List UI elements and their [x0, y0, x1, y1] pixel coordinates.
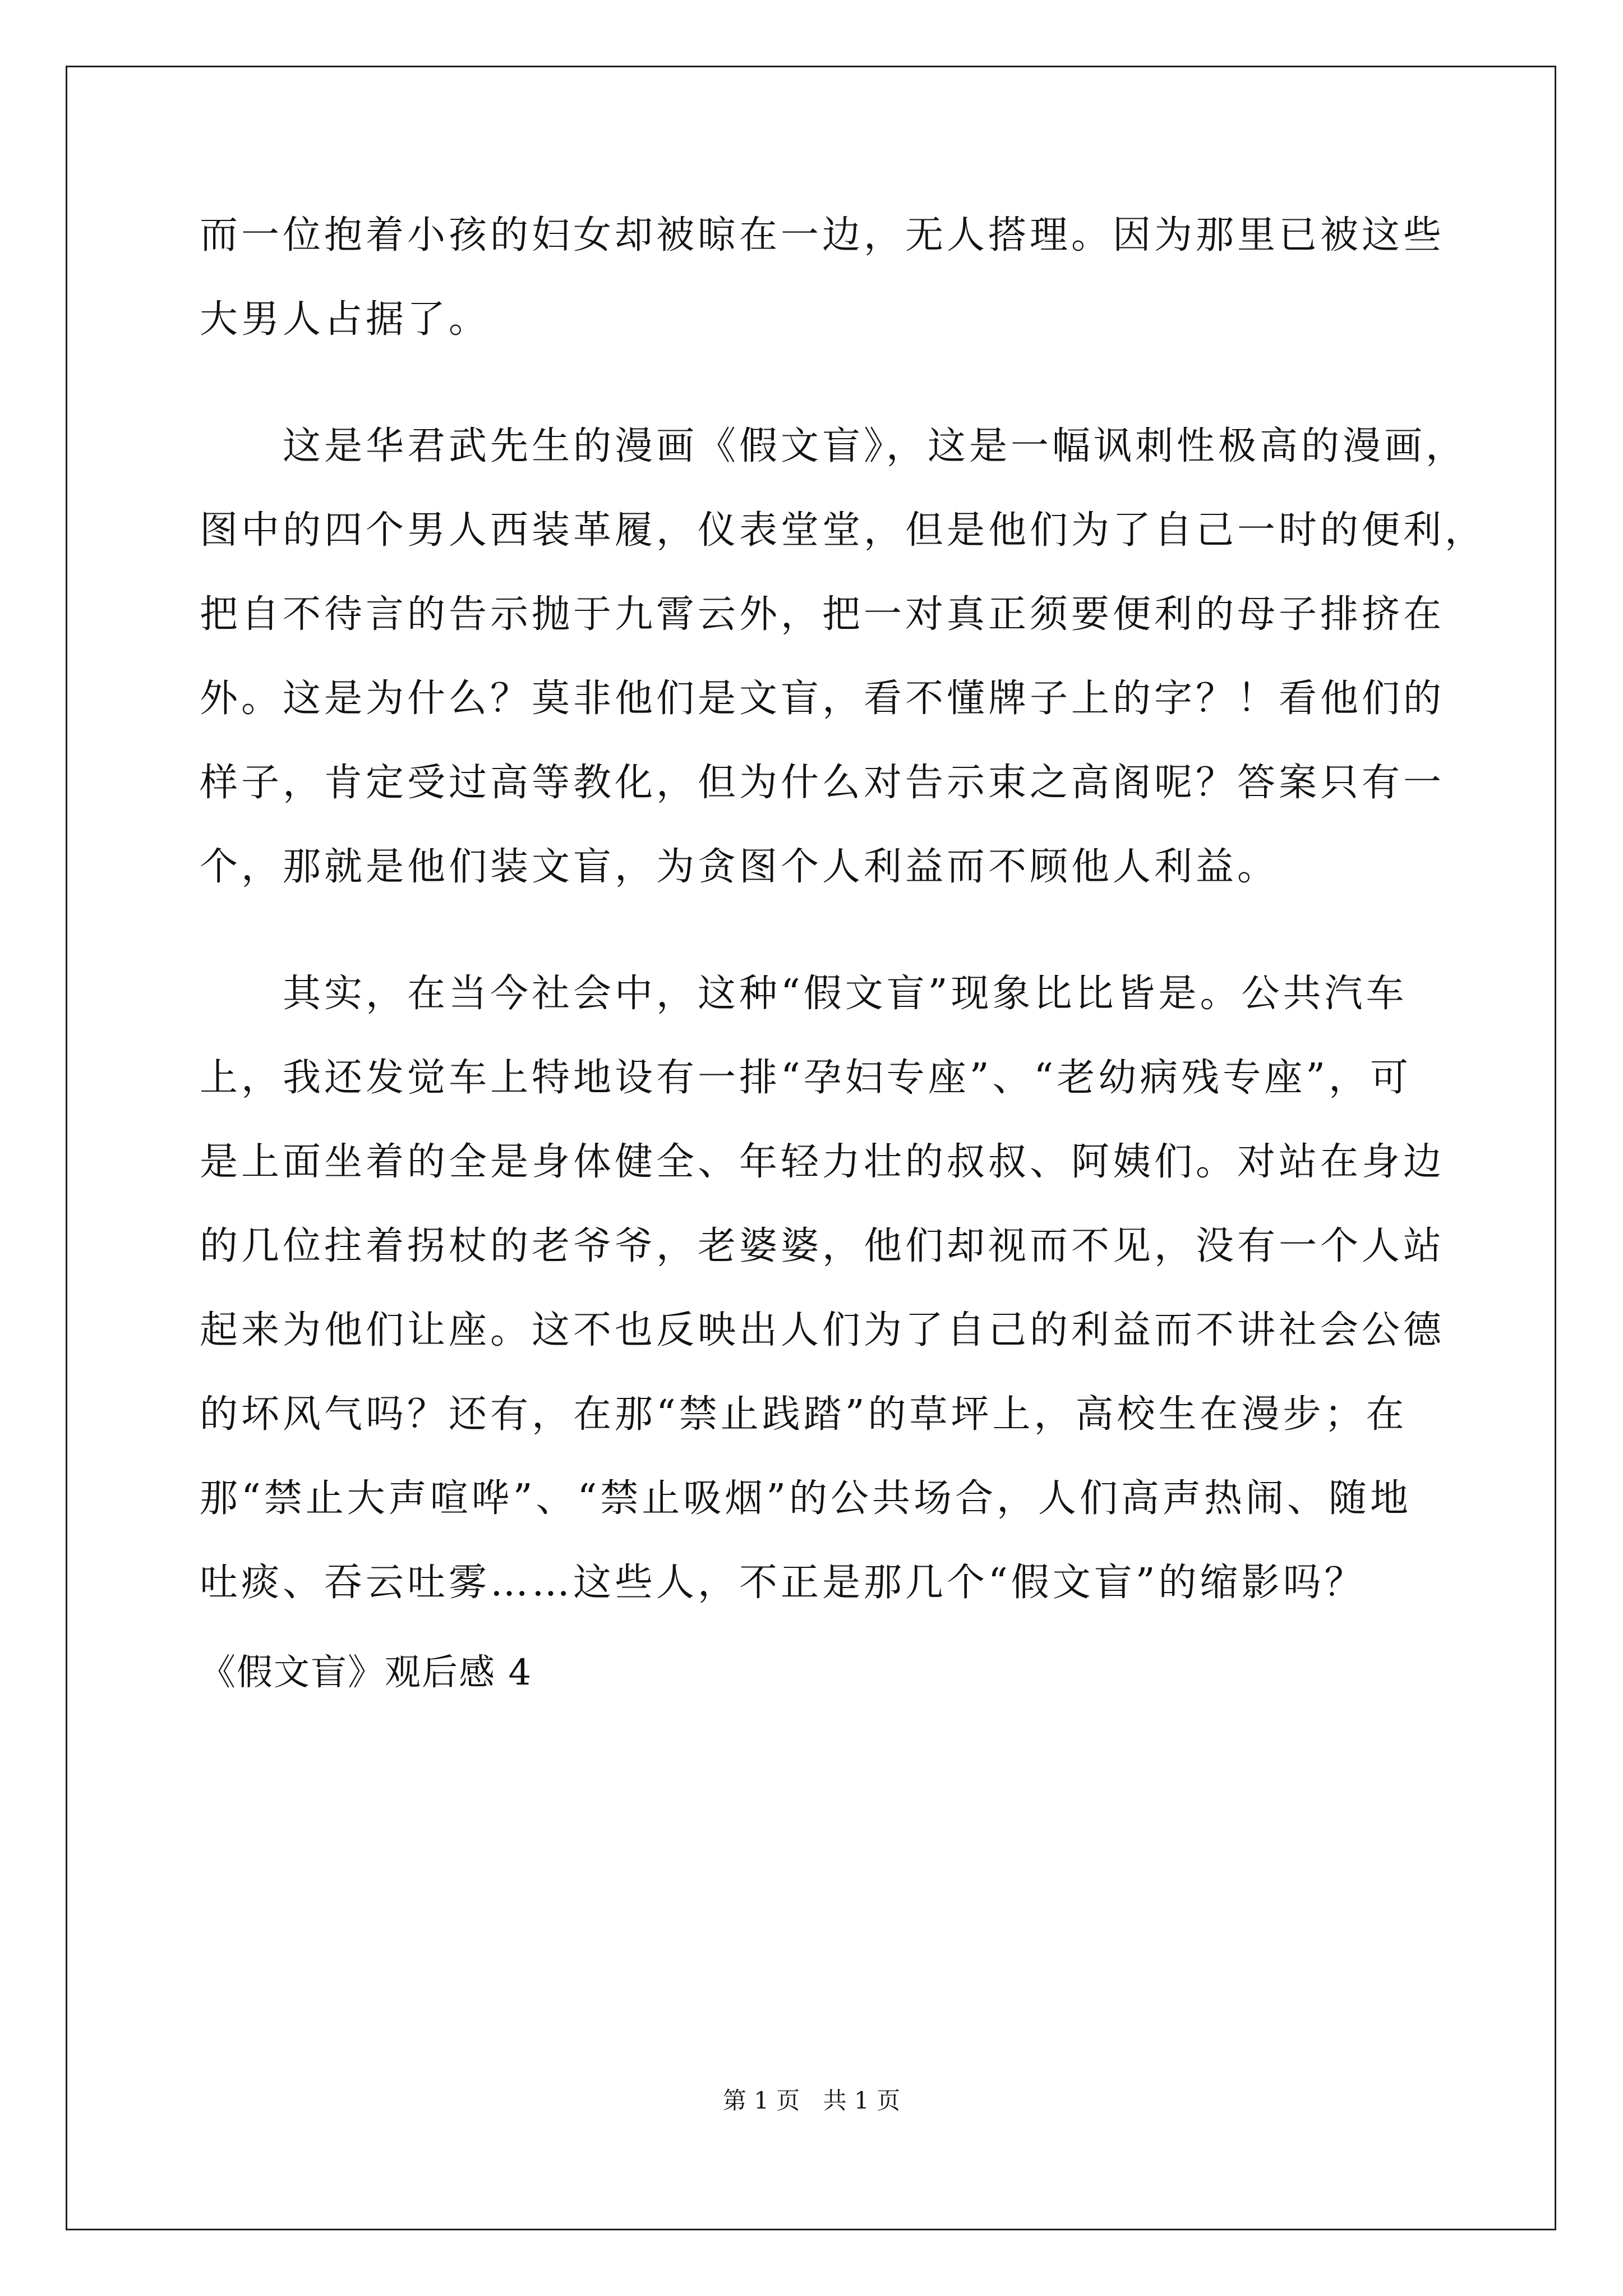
text-line: 这是华君武先生的漫画《假文盲》，这是一幅讽刺性极高的漫画，: [283, 424, 1468, 468]
text-line: 把自不待言的告示抛于九霄云外，把一对真正须要便利的母子排挤在: [200, 592, 1445, 637]
text-line: 而一位抱着小孩的妇女却被晾在一边，无人搭理。因为那里已被这些: [200, 213, 1445, 257]
text-line: 那“禁止大声喧哗”、“禁止吸烟”的公共场合，人们高声热闹、随地: [200, 1476, 1412, 1521]
text-line: 吐痰、吞云吐雾……这些人，不正是那几个“假文盲”的缩影吗？: [200, 1561, 1366, 1605]
text-line: 的几位拄着拐杖的老爷爷，老婆婆，他们却视而不见，没有一个人站: [200, 1224, 1445, 1268]
text-line: 图中的四个男人西装革履，仪表堂堂，但是他们为了自己一时的便利，: [200, 508, 1487, 553]
page-number: 第 1 页: [722, 2087, 800, 2114]
text-line: 样子，肯定受过高等教化，但为什么对告示束之高阁呢？答案只有一: [200, 761, 1445, 805]
page-total: 共 1 页: [823, 2087, 901, 2114]
text-line: 个，那就是他们装文盲，为贪图个人利益而不顾他人利益。: [200, 845, 1279, 889]
text-line: 是上面坐着的全是身体健全、年轻力壮的叔叔、阿姨们。对站在身边: [200, 1140, 1445, 1184]
text-line: 起来为他们让座。这不也反映出人们为了自己的利益而不讲社会公德: [200, 1308, 1445, 1352]
page-footer: [0, 2087, 1623, 2115]
text-line: 外。这是为什么？莫非他们是文盲，看不懂牌子上的字？！看他们的: [200, 677, 1445, 721]
text-line: 大男人占据了。: [200, 297, 491, 342]
text-line: 其实，在当今社会中，这种“假文盲”现象比比皆是。公共汽车: [283, 972, 1408, 1016]
section-title: 《假文盲》观后感 4: [200, 1652, 533, 1694]
text-line: 的坏风气吗？还有，在那“禁止践踏”的草坪上，高校生在漫步；在: [200, 1392, 1408, 1437]
text-line: 上，我还发觉车上特地设有一排“孕妇专座”、“老幼病残专座”，可: [200, 1056, 1412, 1100]
